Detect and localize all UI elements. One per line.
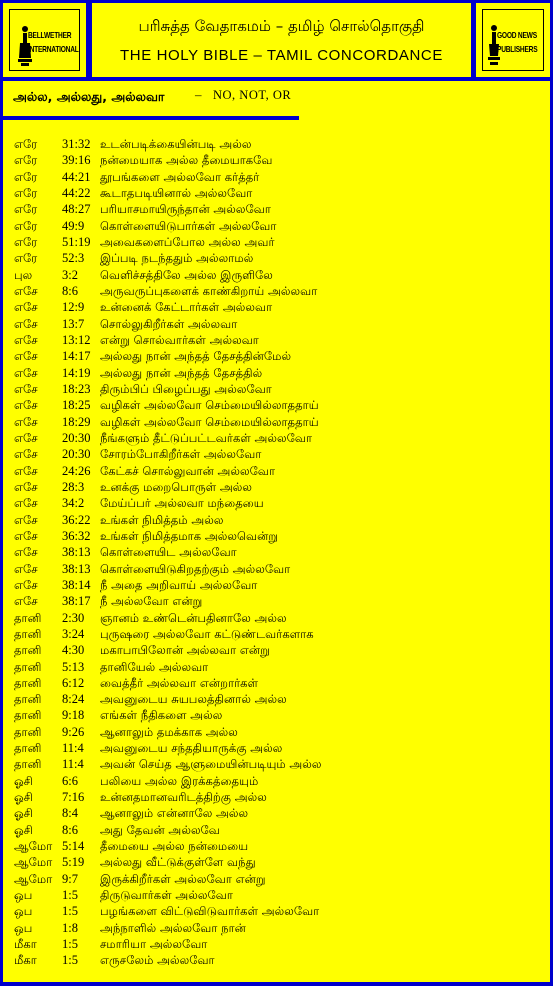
concordance-entry: [3, 218, 550, 234]
verse-reference: 3:24: [62, 626, 85, 641]
book-abbreviation: எசே: [14, 398, 38, 413]
book-abbreviation: எசே: [14, 316, 38, 331]
concordance-entry: [3, 136, 550, 152]
book-abbreviation: ஓசி: [14, 773, 33, 788]
verse-snippet: தூபங்களை அல்லவோ கர்த்தர்: [100, 169, 260, 184]
concordance-entry: [3, 463, 550, 479]
book-abbreviation: மீகா: [14, 937, 37, 952]
tamil-title: பரிசுத்த வேதாகமம் – தமிழ் சொல்தொகுதி: [138, 17, 425, 35]
logo-line-1: BELLWETHER: [28, 30, 72, 40]
book-abbreviation: எசே: [14, 561, 38, 576]
book-abbreviation: ஓசி: [14, 822, 33, 837]
book-abbreviation: எரே: [14, 185, 38, 200]
verse-snippet: உனக்கு மறைபொருள் அல்ல: [100, 479, 253, 494]
verse-reference: 1:5: [62, 953, 78, 968]
verse-snippet: ஆனாலும் தமக்காக அல்ல: [100, 724, 238, 739]
verse-reference: 28:3: [62, 479, 85, 494]
concordance-entry: [3, 920, 550, 936]
english-title: THE HOLY BIBLE – TAMIL CONCORDANCE: [120, 47, 443, 64]
book-abbreviation: தானி: [14, 675, 42, 690]
verse-reference: 8:6: [62, 283, 78, 298]
concordance-entry: [3, 691, 550, 707]
verse-snippet: கொள்ளையிடுபார்கள் அல்லவோ: [100, 218, 277, 233]
concordance-entry: [3, 544, 550, 560]
verse-snippet: உங்கள் நிமித்தம் அல்ல: [100, 512, 224, 527]
book-abbreviation: எரே: [14, 234, 38, 249]
verse-reference: 5:19: [62, 855, 85, 870]
verse-reference: 2:30: [62, 610, 85, 625]
verse-reference: 14:19: [62, 365, 91, 380]
verse-reference: 6:12: [62, 675, 85, 690]
verse-reference: 1:5: [62, 937, 78, 952]
verse-reference: 38:13: [62, 561, 91, 576]
book-abbreviation: தானி: [14, 741, 42, 756]
book-abbreviation: தானி: [14, 610, 42, 625]
verse-snippet: தானியேல் அல்லவா: [100, 659, 209, 674]
concordance-list: [3, 136, 550, 969]
concordance-entry: [3, 185, 550, 201]
concordance-entry: [3, 234, 550, 250]
verse-reference: 18:23: [62, 381, 91, 396]
logo-line-2: INTERNATIONAL: [28, 44, 79, 54]
concordance-entry: [3, 952, 550, 968]
verse-reference: 1:5: [62, 888, 78, 903]
book-abbreviation: தானி: [14, 708, 42, 723]
verse-snippet: ஞானம் உண்டென்பதினாலே அல்ல: [100, 610, 287, 625]
verse-reference: 9:26: [62, 724, 85, 739]
concordance-entry: [3, 397, 550, 413]
verse-reference: 1:8: [62, 920, 78, 935]
verse-snippet: அந்நாளில் அல்லவோ நான்: [100, 920, 246, 935]
book-abbreviation: எசே: [14, 414, 38, 429]
book-abbreviation: ஓசி: [14, 806, 33, 821]
concordance-entry: [3, 446, 550, 462]
verse-snippet: வெளிச்சத்திலே அல்ல இருளிலே: [100, 267, 273, 282]
concordance-entry: [3, 838, 550, 854]
concordance-entry: [3, 512, 550, 528]
verse-reference: 8:24: [62, 692, 85, 707]
verse-reference: 8:4: [62, 806, 78, 821]
verse-reference: 20:30: [62, 430, 91, 445]
verse-snippet: கூடாதபடியினால் அல்லவோ: [100, 185, 253, 200]
book-abbreviation: எசே: [14, 528, 38, 543]
concordance-entry: [3, 169, 550, 185]
book-abbreviation: தானி: [14, 626, 42, 641]
concordance-entry: [3, 936, 550, 952]
verse-reference: 51:19: [62, 234, 91, 249]
verse-reference: 38:14: [62, 577, 91, 592]
book-abbreviation: எசே: [14, 594, 38, 609]
verse-snippet: நன்மையாக அல்ல தீமையாகவே: [100, 153, 273, 168]
verse-reference: 20:30: [62, 447, 91, 462]
verse-snippet: தீமையை அல்ல நன்மையை: [100, 839, 249, 854]
verse-snippet: உங்கள் நிமித்தமாக அல்லவென்று: [100, 528, 279, 543]
concordance-entry: [3, 267, 550, 283]
concordance-entry: [3, 740, 550, 756]
verse-reference: 49:9: [62, 218, 85, 233]
concordance-list-panel: [3, 120, 550, 982]
verse-snippet: வழிகள் அல்லவோ செம்மையில்லாததாய்: [100, 414, 319, 429]
book-abbreviation: தானி: [14, 757, 42, 772]
verse-reference: 11:4: [62, 741, 84, 756]
book-abbreviation: எசே: [14, 430, 38, 445]
book-abbreviation: எசே: [14, 512, 38, 527]
verse-snippet: அல்லது வீட்டுக்குள்ளே வந்து: [100, 855, 256, 870]
verse-snippet: இருக்கிறீர்கள் அல்லவோ என்று: [100, 871, 266, 886]
verse-reference: 11:4: [62, 757, 84, 772]
verse-snippet: அல்லது நான் அந்தத் தேசத்தில்: [100, 365, 263, 380]
verse-reference: 31:32: [62, 137, 91, 151]
book-abbreviation: எரே: [14, 218, 38, 233]
verse-reference: 36:32: [62, 528, 91, 543]
verse-snippet: பரியாசமாயிருந்தான் அல்லவோ: [100, 202, 271, 217]
verse-snippet: உன்னைக் கேட்டார்கள் அல்லவா: [100, 300, 273, 315]
verse-snippet: அல்லது நான் அந்தத் தேசத்தின்மேல்: [100, 349, 292, 364]
good-news-logo: [482, 9, 544, 71]
book-abbreviation: எசே: [14, 283, 38, 298]
bellwether-logo: [9, 9, 80, 71]
title-panel: [92, 3, 471, 77]
verse-snippet: உன்னதமானவரிடத்திற்கு அல்ல: [100, 790, 267, 805]
word-heading-panel: [3, 81, 299, 116]
verse-snippet: திரும்பிப் பிழைப்பது அல்லவோ: [100, 381, 272, 396]
book-abbreviation: புல: [14, 267, 33, 282]
book-abbreviation: எரே: [14, 137, 38, 151]
verse-reference: 13:12: [62, 332, 91, 347]
book-abbreviation: எசே: [14, 577, 38, 592]
concordance-entry: [3, 707, 550, 723]
book-abbreviation: ஆமோ: [14, 871, 53, 886]
book-abbreviation: எசே: [14, 496, 38, 511]
book-abbreviation: எசே: [14, 545, 38, 560]
book-abbreviation: எசே: [14, 365, 38, 380]
verse-snippet: திருடுவார்கள் அல்லவோ: [100, 888, 233, 903]
book-abbreviation: எசே: [14, 300, 38, 315]
good-news-logo-panel: [476, 3, 550, 77]
verse-reference: 38:13: [62, 545, 91, 560]
concordance-entry: [3, 495, 550, 511]
book-abbreviation: ஒப: [14, 888, 33, 903]
concordance-entry: [3, 577, 550, 593]
verse-snippet: உடன்படிக்கையின்படி அல்ல: [100, 137, 252, 151]
concordance-entry: [3, 561, 550, 577]
concordance-entry: [3, 316, 550, 332]
concordance-entry: [3, 365, 550, 381]
book-abbreviation: ஓசி: [14, 790, 33, 805]
book-abbreviation: எசே: [14, 447, 38, 462]
verse-snippet: எருசலேம் அல்லவோ: [100, 953, 215, 968]
concordance-entry: [3, 528, 550, 544]
concordance-entry: [3, 299, 550, 315]
verse-reference: 18:25: [62, 398, 91, 413]
verse-reference: 5:13: [62, 659, 85, 674]
concordance-entry: [3, 250, 550, 266]
verse-reference: 4:30: [62, 643, 85, 658]
book-abbreviation: தானி: [14, 643, 42, 658]
verse-snippet: கொள்ளையிட அல்லவோ: [100, 545, 237, 560]
heading-tamil-words: அல்ல, அல்லது, அல்லவா: [13, 89, 165, 104]
verse-snippet: அவனுடைய சந்ததியாருக்கு அல்ல: [100, 741, 283, 756]
verse-snippet: நீங்களும் தீட்டுப்பட்டவர்கள் அல்லவோ: [100, 430, 313, 445]
concordance-entry: [3, 610, 550, 626]
book-abbreviation: ஒப: [14, 920, 33, 935]
verse-snippet: ஆனாலும் என்னாலே அல்ல: [100, 806, 249, 821]
verse-snippet: அவைகளைப்போல அல்ல அவர்: [100, 234, 275, 249]
book-abbreviation: தானி: [14, 659, 42, 674]
concordance-entry: [3, 430, 550, 446]
book-abbreviation: எசே: [14, 463, 38, 478]
verse-reference: 24:26: [62, 463, 91, 478]
concordance-entry: [3, 626, 550, 642]
concordance-entry: [3, 903, 550, 919]
book-abbreviation: ஆமோ: [14, 855, 53, 870]
verse-snippet: வழிகள் அல்லவோ செம்மையில்லாததாய்: [100, 398, 319, 413]
book-abbreviation: எரே: [14, 169, 38, 184]
concordance-entry: [3, 756, 550, 772]
verse-snippet: இப்படி நடந்ததும் அல்லாமல்: [100, 251, 254, 266]
verse-reference: 38:17: [62, 594, 91, 609]
verse-snippet: வைத்தீர் அல்லவா என்றார்கள்: [100, 675, 259, 690]
concordance-entry: [3, 724, 550, 740]
verse-snippet: அவன் செய்த ஆளுமையின்படியும் அல்ல: [100, 757, 322, 772]
verse-snippet: அவனுடைய சுயபலத்தினால் அல்ல: [100, 692, 287, 707]
concordance-entry: [3, 348, 550, 364]
concordance-entry: [3, 871, 550, 887]
book-abbreviation: எரே: [14, 153, 38, 168]
verse-reference: 44:22: [62, 185, 91, 200]
verse-snippet: சோரம்போகிறீர்கள் அல்லவோ: [100, 447, 262, 462]
verse-snippet: சொல்லுகிறீர்கள் அல்லவா: [100, 316, 238, 331]
book-abbreviation: எசே: [14, 349, 38, 364]
verse-reference: 34:2: [62, 496, 85, 511]
concordance-entry: [3, 789, 550, 805]
verse-reference: 8:6: [62, 822, 78, 837]
verse-reference: 48:27: [62, 202, 91, 217]
logo-line-2: PUBLISHERS: [497, 44, 538, 54]
verse-snippet: மேய்ப்பர் அல்லவா மந்தையை: [100, 496, 264, 511]
verse-snippet: பழங்களை விட்டுவிடுவார்கள் அல்லவோ: [100, 904, 320, 919]
verse-reference: 39:16: [62, 153, 91, 168]
book-abbreviation: ஆமோ: [14, 839, 53, 854]
book-abbreviation: எசே: [14, 332, 38, 347]
book-abbreviation: எரே: [14, 251, 38, 266]
book-abbreviation: ஒப: [14, 904, 33, 919]
concordance-entry: [3, 822, 550, 838]
heading-separator: –: [195, 87, 202, 102]
concordance-entry: [3, 675, 550, 691]
verse-reference: 7:16: [62, 790, 85, 805]
verse-reference: 14:17: [62, 349, 91, 364]
concordance-entry: [3, 642, 550, 658]
concordance-entry: [3, 659, 550, 675]
verse-reference: 6:6: [62, 773, 78, 788]
verse-snippet: சமாரியா அல்லவோ: [100, 937, 208, 952]
verse-reference: 44:21: [62, 169, 91, 184]
book-abbreviation: தானி: [14, 692, 42, 707]
verse-snippet: பலியை அல்ல இரக்கத்தையும்: [100, 773, 259, 788]
verse-snippet: நீ அதை அறிவாய் அல்லவோ: [100, 577, 258, 592]
heading-english-words: NO, NOT, OR: [213, 88, 292, 102]
concordance-entry: [3, 887, 550, 903]
verse-snippet: அருவருப்புகளைக் காண்கிறாய் அல்லவா: [100, 283, 318, 298]
verse-reference: 9:18: [62, 708, 85, 723]
logo-line-1: GOOD NEWS: [497, 30, 537, 40]
concordance-entry: [3, 201, 550, 217]
book-abbreviation: எரே: [14, 202, 38, 217]
concordance-entry: [3, 381, 550, 397]
concordance-entry: [3, 332, 550, 348]
book-abbreviation: எசே: [14, 381, 38, 396]
verse-snippet: மகாபாபிலோன் அல்லவா என்று: [100, 643, 270, 658]
verse-snippet: கொள்ளையிடுகிறதற்கும் அல்லவோ: [100, 561, 291, 576]
verse-reference: 3:2: [62, 267, 78, 282]
bellwether-logo-panel: [3, 3, 86, 77]
verse-reference: 18:29: [62, 414, 91, 429]
verse-reference: 9:7: [62, 871, 78, 886]
verse-reference: 52:3: [62, 251, 85, 266]
verse-snippet: அது தேவன் அல்லவே: [100, 822, 220, 837]
verse-snippet: எங்கள் நீதிகளை அல்ல: [100, 708, 223, 723]
verse-snippet: என்று சொல்வார்கள் அல்லவா: [100, 332, 259, 347]
concordance-entry: [3, 283, 550, 299]
concordance-entry: [3, 854, 550, 870]
book-abbreviation: எசே: [14, 479, 38, 494]
book-abbreviation: தானி: [14, 724, 42, 739]
concordance-entry: [3, 805, 550, 821]
verse-reference: 1:5: [62, 904, 78, 919]
concordance-entry: [3, 479, 550, 495]
concordance-entry: [3, 414, 550, 430]
verse-snippet: கேட்கச் சொல்லுவான் அல்லவோ: [100, 463, 276, 478]
concordance-entry: [3, 773, 550, 789]
book-abbreviation: மீகா: [14, 953, 37, 968]
verse-reference: 36:22: [62, 512, 91, 527]
verse-reference: 13:7: [62, 316, 85, 331]
verse-reference: 5:14: [62, 839, 85, 854]
concordance-entry: [3, 152, 550, 168]
concordance-entry: [3, 593, 550, 609]
verse-snippet: புருஷரை அல்லவோ கட்டுண்டவர்களாக: [100, 626, 314, 641]
verse-reference: 12:9: [62, 300, 85, 315]
background-strip: [299, 81, 550, 120]
verse-snippet: நீ அல்லவோ என்று: [100, 594, 203, 609]
